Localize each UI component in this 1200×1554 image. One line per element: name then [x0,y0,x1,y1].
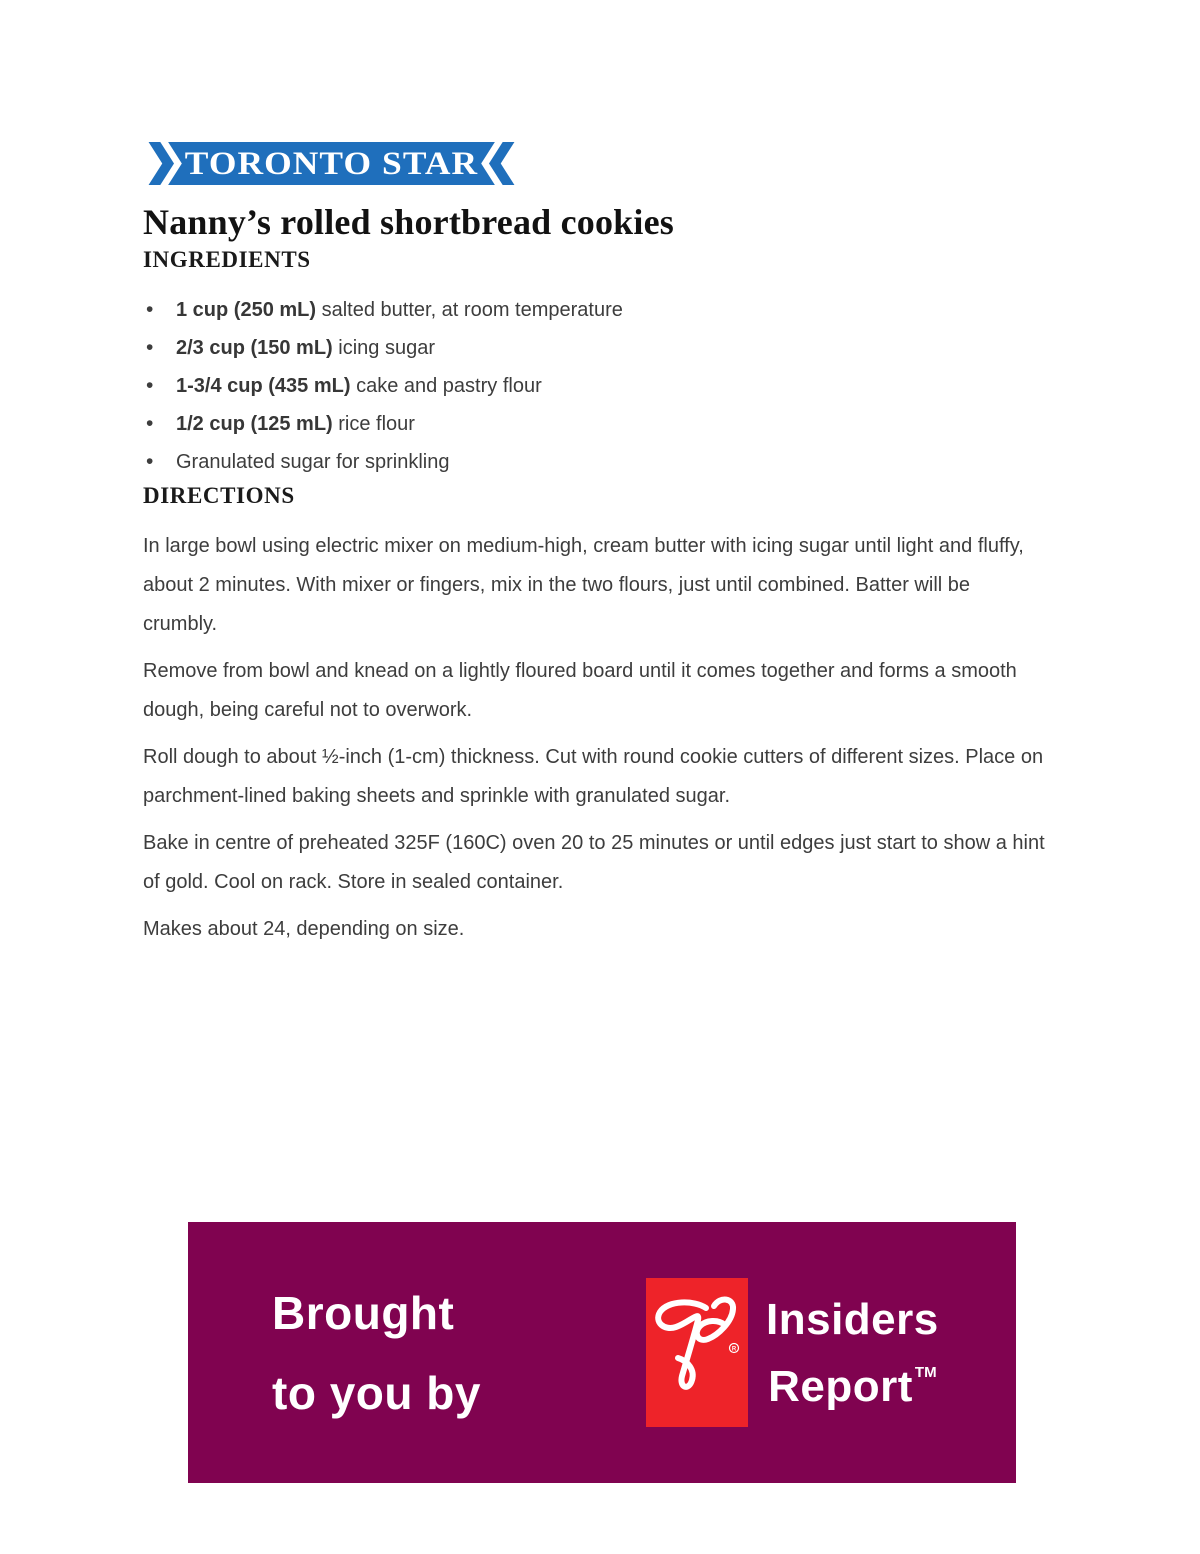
brand-line-1: Insiders [766,1294,939,1344]
registered-mark: R [731,1346,737,1353]
ingredient-item [143,405,1048,443]
ingredients-heading: INGREDIENTS [143,247,311,272]
page-title: Nanny’s rolled shortbread cookies [143,202,674,242]
trademark-symbol: TM [914,1363,937,1381]
bullet-icon: • [146,450,154,473]
ingredient-text: icing sugar [332,337,435,359]
bullet-icon: • [146,374,154,397]
brought-line-1: Brought [272,1286,455,1339]
direction-paragraph: Remove from bowl and knead on a lightly floured board until it comes together and forms a smooth dough, being careful not to overwork. [143,660,1017,721]
bullet-icon: • [146,336,154,359]
ingredient-amount: 2/3 cup (150 mL) [176,337,333,359]
pc-logo [646,1278,748,1427]
logo-left-chevron-icon [149,142,174,185]
ingredient-amount: 1 cup (250 mL) [176,299,317,321]
yield-note: Makes about 24, depending on size. [143,918,465,940]
insiders-report-wordmark [766,1293,939,1413]
brought-to-you-by-text [272,1273,550,1433]
direction-paragraph: In large bowl using electric mixer on medium-high, cream butter with icing sugar until light and fluffy, about 2 minutes. With mixer or fingers, mix in the two flours, just until combined. Batter will be crumbly. [143,535,1024,635]
ingredient-amount: 1-3/4 cup (435 mL) [176,375,351,397]
ingredient-item [143,291,1048,329]
ingredient-item [143,367,1048,405]
ingredients-list [143,291,1048,481]
sponsor-banner[interactable] [188,1222,1016,1483]
directions-body [143,527,1048,949]
ingredient-item [143,329,1048,367]
directions-heading: DIRECTIONS [143,483,295,508]
logo-wordmark: TORONTO STAR [184,145,479,182]
direction-paragraph: Roll dough to about ½-inch (1-cm) thickness. Cut with round cookie cutters of different sizes. Place on parchment-lined baking sheets and sprinkle with granulated sugar. [143,746,1044,807]
bullet-icon: • [146,412,154,435]
ingredient-text: cake and pastry flour [350,375,542,397]
bullet-icon: • [146,298,154,321]
logo-right-chevron-icon [489,142,514,185]
ingredient-item [143,443,1048,481]
ingredient-text: salted butter, at room temperature [316,299,623,321]
brought-line-2: to you by [272,1366,481,1419]
ingredient-text: Granulated sugar for sprinkling [176,451,450,473]
ingredient-amount: 1/2 cup (125 mL) [176,413,333,435]
recipe-content [143,141,1048,957]
brand-line-2: Report ™ [768,1361,937,1411]
direction-paragraph: Bake in centre of preheated 325F (160C) oven 20 to 25 minutes or until edges just start to show a hint of gold. Cool on rack. Store in sealed container. [143,832,1045,893]
toronto-star-logo [143,141,520,186]
ingredient-text: rice flour [332,413,415,435]
